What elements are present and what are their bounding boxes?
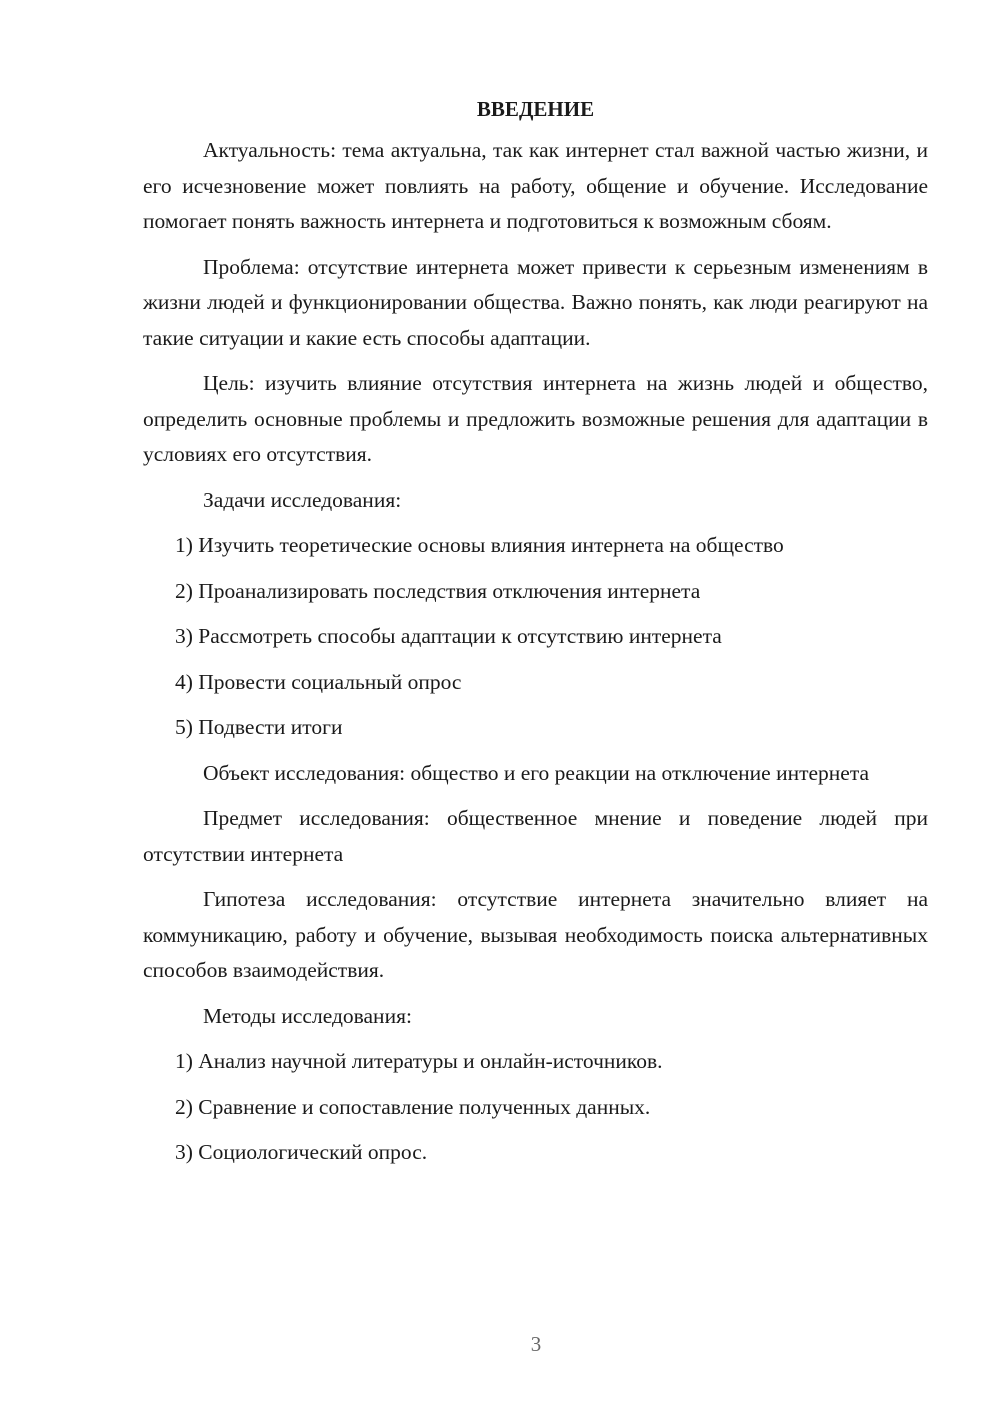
method-item: 2) Сравнение и сопоставление полученных данных.: [175, 1094, 651, 1119]
method-item: 3) Социологический опрос.: [175, 1140, 428, 1164]
method-item: 1) Анализ научной литературы и онлайн-источников.: [175, 1049, 663, 1073]
document-page: [143, 92, 928, 1181]
task-item: 2) Проанализировать последствия отключения интернета: [175, 578, 701, 603]
task-item: 4) Провести социальный опрос: [175, 669, 462, 694]
section-title: ВВЕДЕНИЕ: [476, 97, 595, 121]
relevance-paragraph: Актуальность: тема актуальна, так как интернет стал важной частью жизни, и его исчезновение может повлиять на работу, общение и обучение. Исследование помогает понять важность интернета и подготовиться к возможным сбоям.: [143, 138, 928, 233]
hypothesis-paragraph: Гипотеза исследования: отсутствие интернета значительно влияет на коммуникацию, работу и обучение, вызывая необходимость поиска альтернативных способов взаимодействия.: [143, 887, 928, 982]
task-item: 3) Рассмотреть способы адаптации к отсутствию интернета: [175, 624, 722, 648]
task-item: 1) Изучить теоретические основы влияния интернета на общество: [175, 533, 784, 557]
object-paragraph: Объект исследования: общество и его реакции на отключение интернета: [203, 760, 870, 785]
problem-paragraph: Проблема: отсутствие интернета может привести к серьезным изменениям в жизни людей и функционировании общества. Важно понять, как люди реагируют на такие ситуации и какие есть способы адаптации.: [143, 254, 928, 350]
tasks-heading: Задачи исследования:: [203, 487, 402, 512]
methods-heading: Методы исследования:: [203, 1003, 412, 1028]
page-number: 3: [530, 1332, 542, 1356]
task-item: 5) Подвести итоги: [175, 715, 343, 739]
subject-paragraph: Предмет исследования: общественное мнение и поведение людей при отсутствии интернета: [143, 806, 928, 866]
goal-paragraph: Цель: изучить влияние отсутствия интернета на жизнь людей и общество, определить основные проблемы и предложить возможные решения для адаптации в условиях его отсутствия.: [143, 371, 928, 466]
